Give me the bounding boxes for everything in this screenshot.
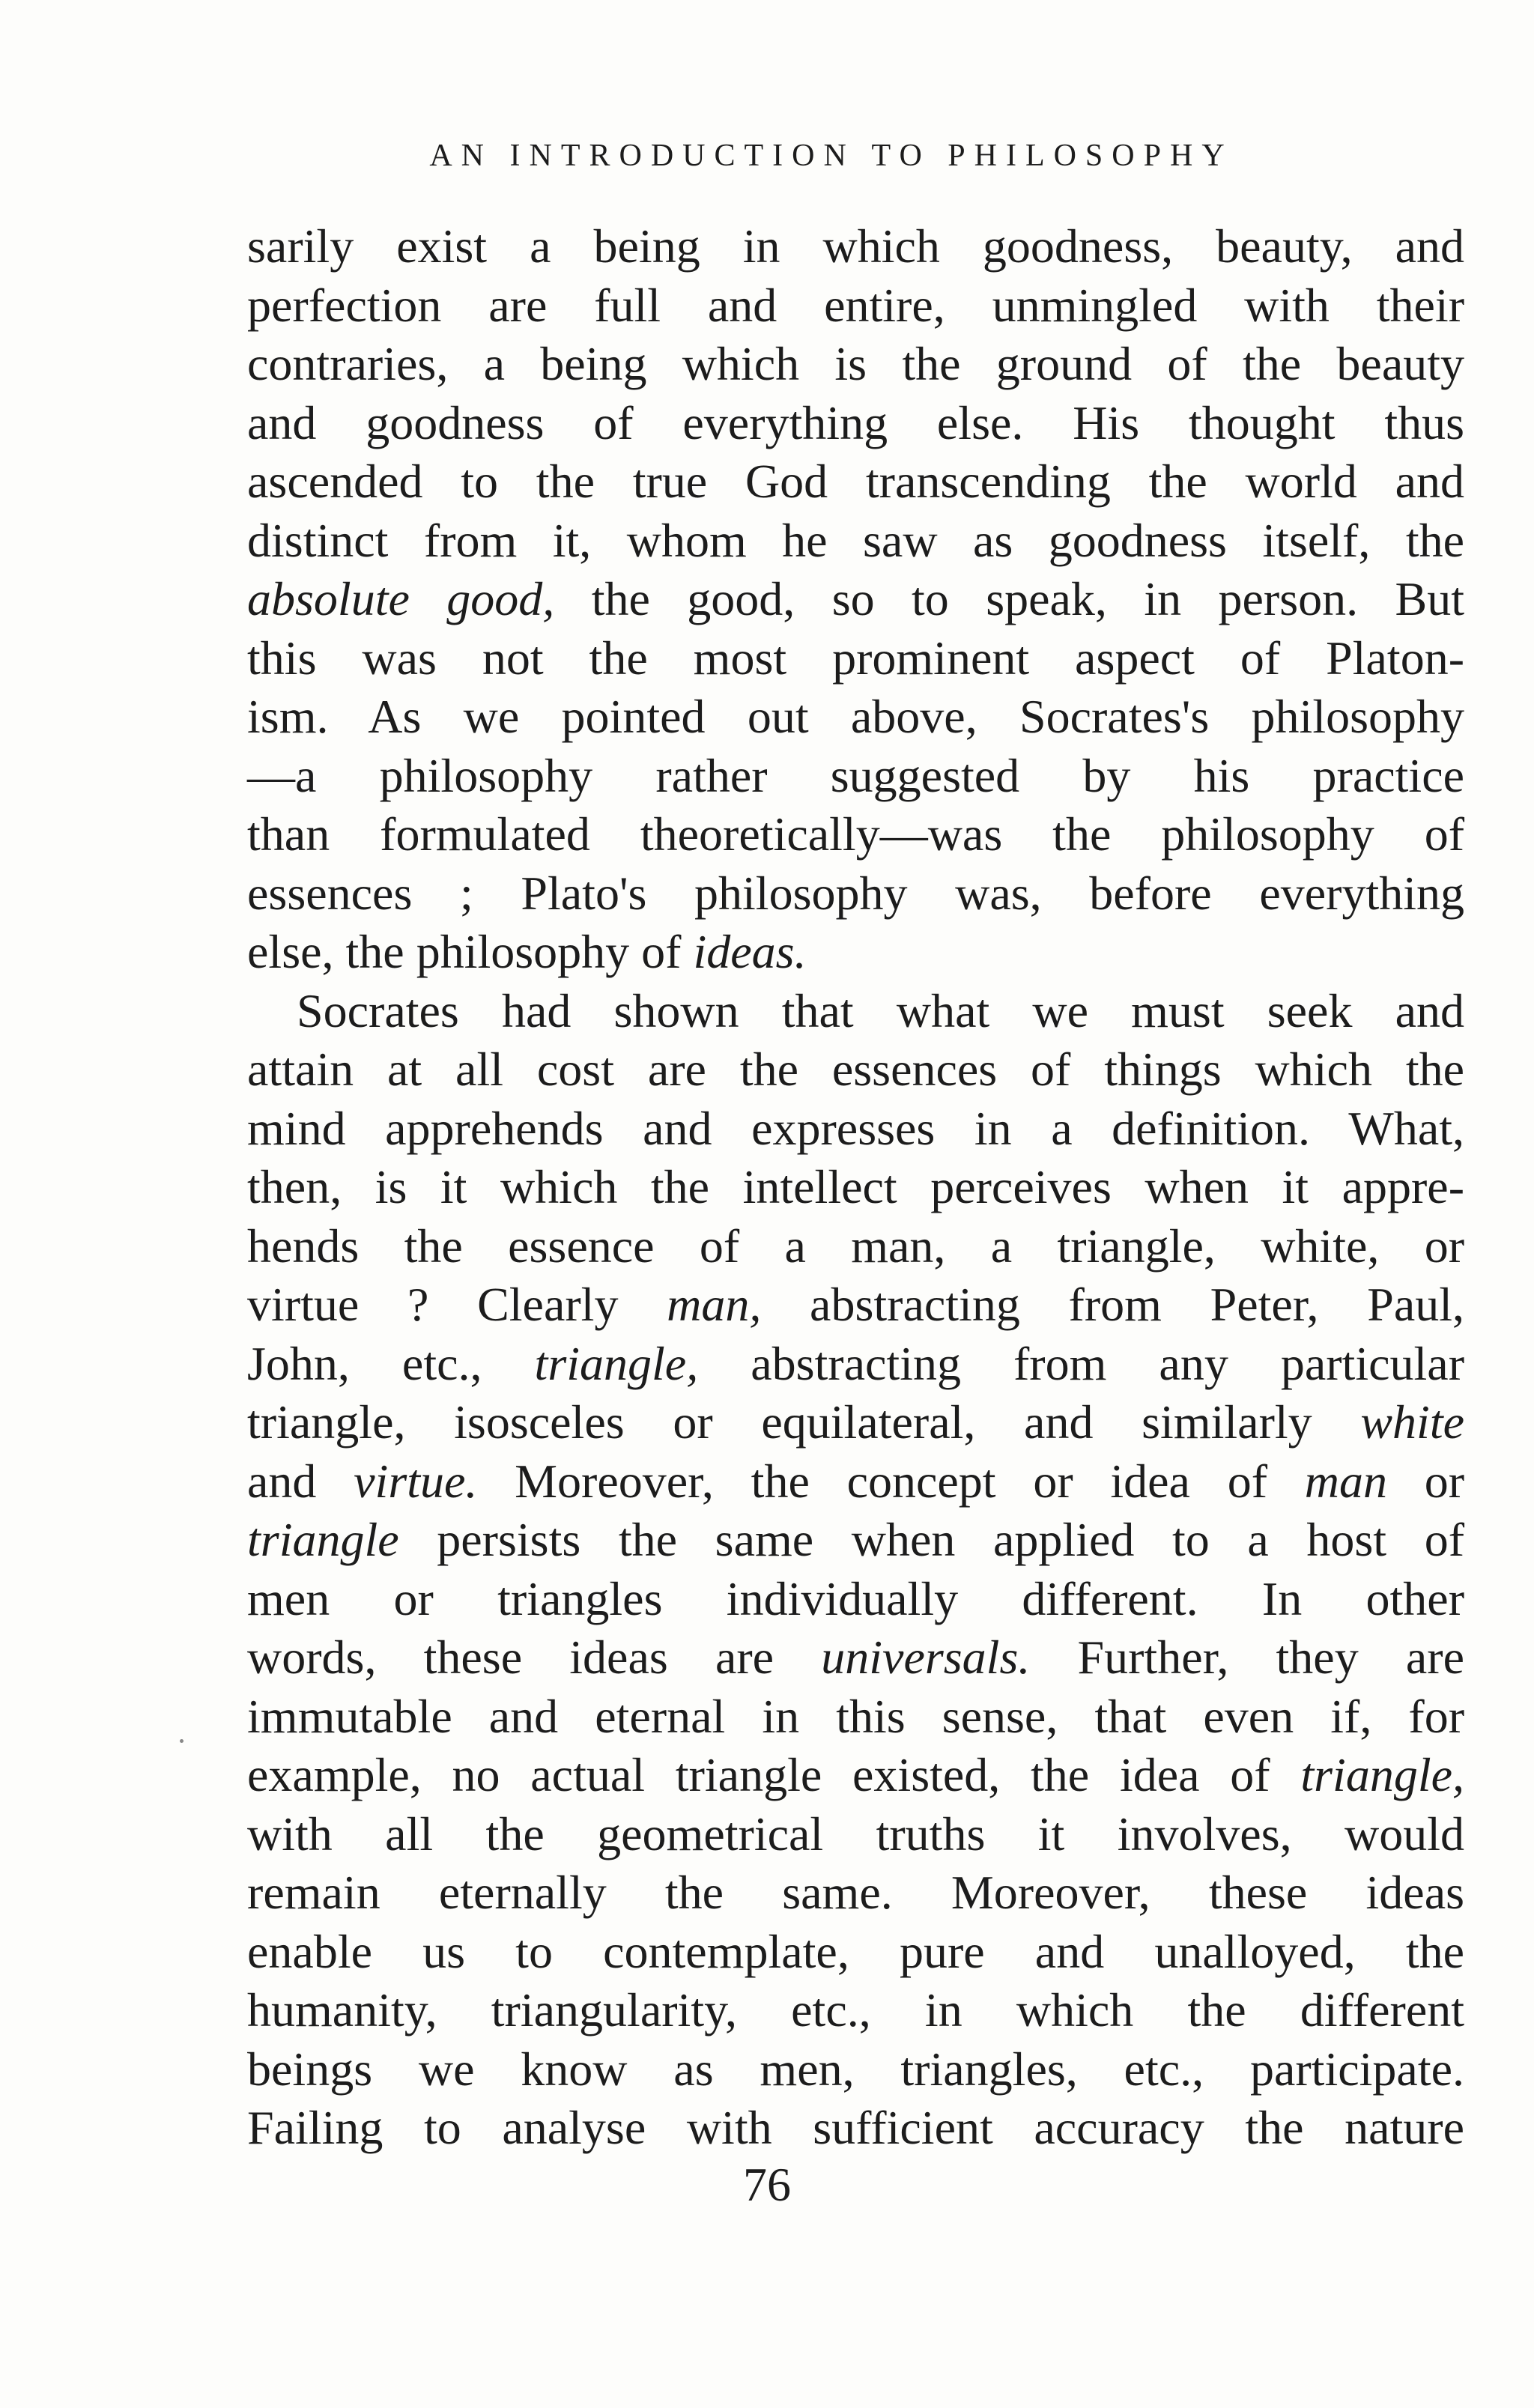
text-line: sarily exist a being in which goodness, beauty, and: [247, 219, 1464, 273]
text-line: [247, 1746, 1464, 1805]
text-run: and: [247, 1454, 354, 1508]
text-line: [247, 1335, 1464, 1394]
text-line: attain at all cost are the essences of things which the: [247, 1043, 1464, 1096]
text-line: ism. As we pointed out above, Socrates's philosophy: [247, 690, 1464, 743]
margin-speck: [180, 1739, 184, 1743]
text-line: [247, 1511, 1464, 1570]
body-text: [247, 217, 1464, 2158]
italic-term: white: [1360, 1395, 1464, 1449]
text-line: contraries, a being which is the ground of the beauty: [247, 337, 1464, 390]
italic-term: ideas.: [693, 925, 807, 978]
text-line: [247, 923, 1464, 982]
text-line: [247, 570, 1464, 629]
italic-term: man: [1304, 1454, 1387, 1508]
text-line: essences ; Plato's philosophy was, before everything: [247, 866, 1464, 920]
text-run: persists the same when applied to a host of: [398, 1513, 1464, 1566]
text-line: beings we know as men, triangles, etc., participate.: [247, 2042, 1464, 2096]
text-run: or: [1386, 1454, 1465, 1508]
text-run: Moreover, the concept or idea of: [477, 1454, 1305, 1508]
page-number: 76: [743, 2158, 791, 2211]
text-line: perfection are full and entire, unmingled with their: [247, 278, 1464, 332]
text-line: and goodness of everything else. His thought thus: [247, 395, 1464, 449]
italic-term: virtue.: [354, 1454, 478, 1508]
italic-term: triangle: [247, 1513, 399, 1566]
italic-term: man,: [667, 1278, 762, 1331]
italic-term: absolute good,: [247, 572, 555, 625]
text-line: distinct from it, whom he saw as goodness itself, the: [247, 513, 1464, 567]
text-line: mind apprehends and expresses in a definition. What,: [247, 1101, 1464, 1155]
text-run: abstracting from Peter, Paul,: [761, 1278, 1464, 1331]
italic-term: triangle,: [534, 1336, 699, 1390]
paragraph-start-line: Socrates had shown that what we must seek and: [297, 983, 1464, 1037]
text-line: [247, 1393, 1464, 1452]
text-line: [247, 1452, 1464, 1511]
text-line: enable us to contemplate, pure and unalloyed, the: [247, 1924, 1464, 1978]
text-line: Failing to analyse with sufficient accuracy the nature: [247, 2101, 1464, 2154]
text-run: triangle, isosceles or equilateral, and similarly: [247, 1395, 1361, 1449]
running-head: AN INTRODUCTION TO PHILOSOPHY: [429, 139, 1234, 173]
text-line: [247, 1276, 1464, 1335]
text-run: words, these ideas are: [247, 1631, 822, 1684]
text-run: virtue ? Clearly: [247, 1278, 667, 1331]
text-run: Further, they are: [1030, 1631, 1465, 1684]
text-line: then, is it which the intellect perceives when it appre-: [247, 1160, 1464, 1213]
text-line: immutable and eternal in this sense, that even if, for: [247, 1689, 1464, 1743]
italic-term: triangle,: [1300, 1748, 1464, 1801]
text-run: the good, so to speak, in person. But: [554, 572, 1464, 625]
text-line: humanity, triangularity, etc., in which the different: [247, 1983, 1464, 2037]
italic-term: universals.: [821, 1631, 1031, 1684]
text-run: John, etc.,: [247, 1336, 535, 1390]
text-line: men or triangles individually different. In other: [247, 1571, 1464, 1625]
text-line: ascended to the true God transcending the world and: [247, 455, 1464, 508]
text-run: abstracting from any particular: [698, 1336, 1465, 1390]
text-line: remain eternally the same. Moreover, these ideas: [247, 1866, 1464, 1919]
text-line: than formulated theoretically—was the philosophy of: [247, 807, 1464, 861]
text-line: —a philosophy rather suggested by his practice: [247, 748, 1464, 802]
text-run: else, the philosophy of: [247, 925, 694, 978]
text-run: example, no actual triangle existed, the idea of: [247, 1748, 1301, 1801]
text-line: hends the essence of a man, a triangle, white, or: [247, 1219, 1464, 1273]
text-line: with all the geometrical truths it involves, would: [247, 1807, 1464, 1860]
text-line: [247, 1628, 1464, 1687]
text-line: this was not the most prominent aspect of Platon-: [247, 631, 1464, 685]
